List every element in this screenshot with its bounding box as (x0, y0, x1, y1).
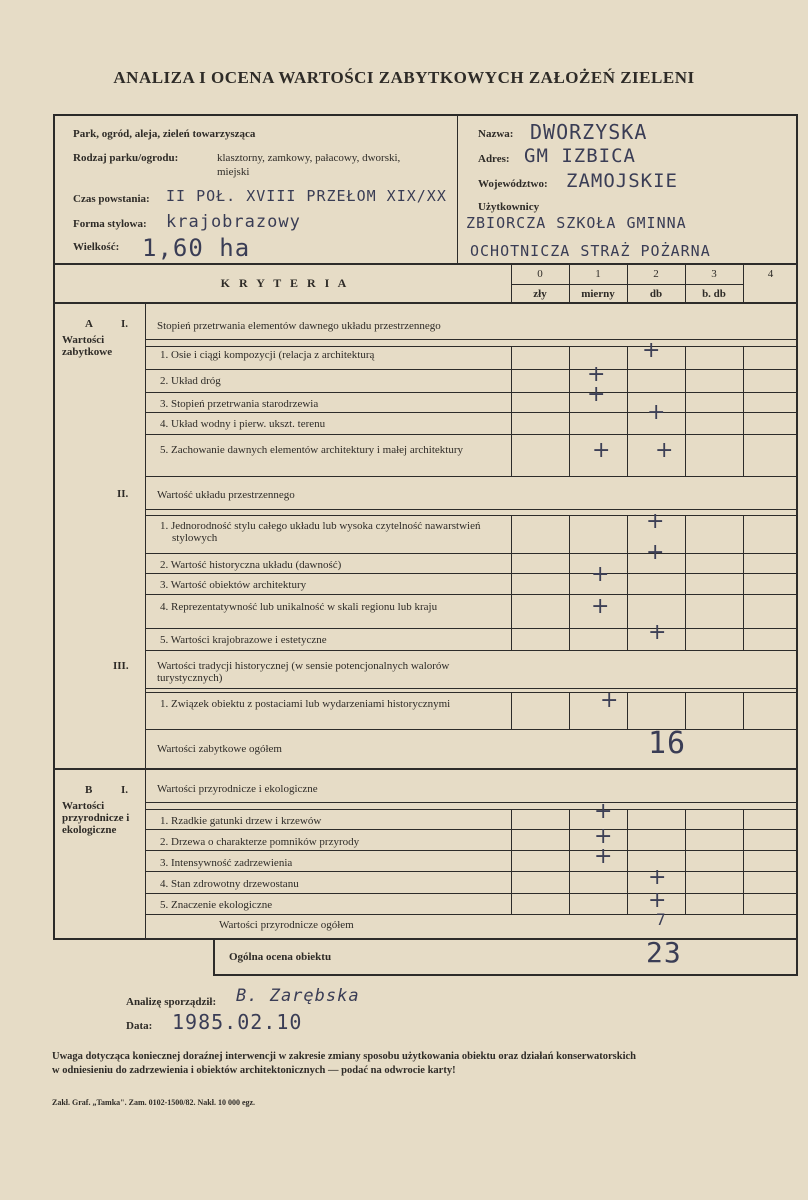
row-line (145, 412, 798, 413)
a2-item-5: 5. Wartości krajobrazowe i estetyczne (160, 634, 327, 646)
row-line (145, 369, 798, 370)
analiza-label: Analizę sporządził: (126, 996, 217, 1008)
header-divider (53, 263, 798, 265)
grid-col (511, 346, 512, 476)
mark-a2-3: + (591, 562, 610, 587)
wojewodztwo-label: Województwo: (478, 178, 548, 190)
wielkosc-value: 1,60 ha (142, 234, 251, 262)
row-line (145, 893, 798, 894)
printer-imprint: Zakł. Graf. „Tamka". Zam. 0102-1500/82. Nakł. 10 000 egz. (52, 1098, 256, 1107)
grid-col (685, 809, 686, 914)
mark-a2-5: + (648, 620, 667, 645)
row-line (145, 850, 798, 851)
grid-col (627, 692, 628, 729)
mark-b1-1: + (594, 799, 613, 824)
a-total-value: 16 (648, 726, 687, 761)
grid-col (743, 515, 744, 650)
wojewodztwo-value: ZAMOJSKIE (566, 170, 678, 192)
uzytkownicy-value-1: ZBIORCZA SZKOŁA GMINNA (466, 214, 687, 232)
row-line (145, 914, 798, 915)
header-column-divider (457, 114, 458, 263)
a1-item-4: 4. Układ wodny i pierw. ukszt. terenu (160, 418, 326, 430)
grade-zly: zły (533, 288, 547, 300)
section-a-roman-1: I. (121, 318, 129, 330)
row-line (145, 515, 798, 516)
row-line (145, 688, 798, 689)
row-line (145, 573, 798, 574)
mark-a2-2: + (646, 540, 665, 565)
uwaga-note-1: Uwaga dotycząca koniecznej doraźnej interwencji w zakresie zmiany sposobu użytkowania obiektu oraz działań konserwatorskich (52, 1051, 636, 1062)
mark-a2-1: + (646, 509, 665, 534)
section-a-letter: A (85, 318, 93, 330)
czas-value: II POŁ. XVIII PRZEŁOM XIX/XX (166, 187, 447, 205)
row-line (145, 553, 798, 554)
park-type-line: Park, ogród, aleja, zieleń towarzysząca (73, 128, 256, 140)
grid-col (511, 809, 512, 914)
row-line (145, 434, 798, 435)
grid-col (511, 692, 512, 729)
a1-heading: Stopień przetrwania elementów dawnego układu przestrzennego (157, 320, 441, 332)
row-line (145, 346, 798, 347)
grid-col (569, 809, 570, 914)
czas-label: Czas powstania: (73, 193, 150, 205)
section-a-roman-2: II. (117, 488, 129, 500)
mark-a1-3: + (587, 382, 606, 407)
section-a-bottom (53, 768, 798, 770)
b1-item-4: 4. Stan zdrowotny drzewostanu (160, 878, 299, 890)
section-a-roman-3: III. (113, 660, 129, 672)
mark-b1-2: + (594, 824, 613, 849)
score-3: 3 (711, 268, 717, 280)
b1-item-5: 5. Znaczenie ekologiczne (160, 899, 273, 911)
score-1: 1 (595, 268, 601, 280)
grid-col (685, 515, 686, 650)
grid-col (743, 809, 744, 914)
mark-a1-4: + (647, 400, 666, 425)
row-line (145, 809, 798, 810)
a1-item-1: 1. Osie i ciągi kompozycji (relacja z architekturą (160, 349, 375, 361)
section-b-letter: B (85, 784, 93, 796)
grid-col (569, 692, 570, 729)
mark-b1-5: + (648, 888, 667, 913)
mark-a2-4: + (591, 594, 610, 619)
grid-col (627, 515, 628, 650)
row-line (145, 692, 798, 693)
grid-col (685, 692, 686, 729)
grid-col (627, 346, 628, 476)
b1-item-2: 2. Drzewa o charakterze pomników przyrody (160, 836, 360, 848)
row-line (145, 871, 798, 872)
mark-a1-1: + (642, 338, 661, 363)
section-b-name: Wartości przyrodnicze i ekologiczne (62, 800, 130, 836)
score-header-divider (511, 284, 743, 285)
kryteria-heading: K R Y T E R I A (220, 276, 350, 290)
overall-label: Ogólna ocena obiektu (229, 951, 332, 963)
a2-heading: Wartość układu przestrzennego (157, 489, 295, 501)
section-a-name: Wartości zabytkowe (62, 334, 113, 358)
mark-a3-1: + (600, 688, 619, 713)
mark-a1-5a: + (592, 438, 611, 463)
section-b-roman-1: I. (121, 784, 129, 796)
row-line (145, 802, 798, 803)
row-line (145, 339, 798, 340)
grade-mierny: mierny (581, 288, 615, 300)
row-line (145, 628, 798, 629)
a2-item-1: 1. Jednorodność stylu całego układu lub wysoka czytelność nawarstwień stylowych (160, 520, 481, 544)
criteria-header-bottom (53, 302, 798, 304)
rodzaj-options: klasztorny, zamkowy, pałacowy, dworski, (217, 152, 401, 164)
row-line (145, 729, 798, 730)
row-line (145, 476, 798, 477)
b-total-value: 7 (656, 910, 667, 929)
a1-item-3: 3. Stopień przetrwania starodrzewia (160, 398, 319, 410)
mark-a1-5b: + (655, 438, 674, 463)
score-4: 4 (767, 268, 774, 280)
rodzaj-label: Rodzaj parku/ogrodu: (73, 152, 179, 164)
a3-item-1: 1. Związek obiektu z postaciami lub wydarzeniami historycznymi (160, 698, 451, 710)
b1-heading: Wartości przyrodnicze i ekologiczne (157, 783, 318, 795)
grid-col (685, 346, 686, 476)
score-0: 0 (537, 268, 543, 280)
a1-item-5: 5. Zachowanie dawnych elementów architektury i małej architektury (160, 444, 463, 456)
a-total-label: Wartości zabytkowe ogółem (157, 743, 282, 755)
b1-item-3: 3. Intensywność zadrzewienia (160, 857, 293, 869)
row-line (145, 509, 798, 510)
grade-db: db (649, 288, 663, 300)
uzytkownicy-value-2: OCHOTNICZA STRAŻ POŻARNA (470, 242, 711, 260)
grid-col (511, 515, 512, 650)
grid-col (743, 346, 744, 476)
data-label: Data: (126, 1020, 153, 1032)
grid-col (743, 692, 744, 729)
grid-col (569, 515, 570, 650)
adres-label: Adres: (478, 153, 510, 165)
forma-value: krajobrazowy (166, 212, 301, 232)
mark-b1-4: + (648, 865, 667, 890)
uzytkownicy-label: Użytkownicy (478, 201, 540, 213)
a2-item-2: 2. Wartość historyczna układu (dawność) (160, 559, 342, 571)
analiza-signature: B. Zarębska (236, 986, 360, 1006)
a1-item-2: 2. Układ dróg (160, 375, 221, 387)
a3-heading: Wartości tradycji historycznej (w sensie potencjonalnych walorów turystycznych) (157, 660, 450, 684)
mark-b1-3: + (594, 844, 613, 869)
overall-value: 23 (646, 936, 682, 969)
b1-item-1: 1. Rzadkie gatunki drzew i krzewów (160, 815, 322, 827)
data-value: 1985.02.10 (172, 1010, 303, 1034)
b-total-label: Wartości przyrodnicze ogółem (219, 919, 354, 931)
grade-bdb: b. db (702, 288, 726, 300)
row-line (145, 594, 798, 595)
grid-col (569, 346, 570, 476)
nazwa-value: DWORZYSKA (530, 120, 648, 144)
a2-item-4: 4. Reprezentatywność lub unikalność w skali regionu lub kraju (160, 601, 438, 613)
forma-label: Forma stylowa: (73, 218, 147, 230)
uwaga-note-2: w odniesieniu do zadrzewienia i obiektów architektonicznych — podać na odwrocie karty! (52, 1065, 456, 1076)
grid-col (627, 809, 628, 914)
mark-a1-2: + (587, 362, 606, 387)
rodzaj-options-2: miejski (217, 166, 250, 178)
form-title: ANALIZA I OCENA WARTOŚCI ZABYTKOWYCH ZAŁOŻEŃ ZIELENI (113, 68, 695, 87)
row-line (145, 829, 798, 830)
row-line (145, 650, 798, 651)
adres-value: GM IZBICA (524, 145, 636, 167)
nazwa-label: Nazwa: (478, 128, 514, 140)
wielkosc-label: Wielkość: (73, 241, 120, 253)
row-line (145, 392, 798, 393)
a2-item-3: 3. Wartość obiektów architektury (160, 579, 307, 591)
section-a-label-divider (145, 302, 146, 769)
score-2: 2 (653, 268, 659, 280)
